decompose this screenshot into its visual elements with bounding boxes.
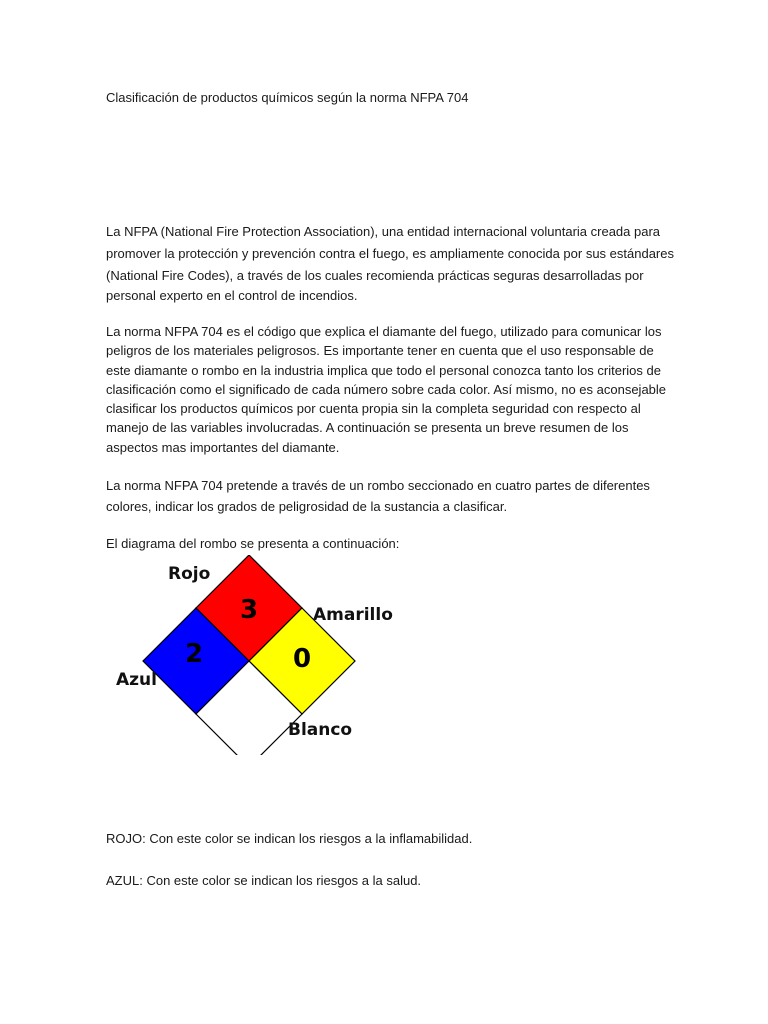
paragraph-line: colores, indicar los grados de peligrosidad de la sustancia a clasificar.: [106, 499, 508, 514]
diamond-blue-value: 2: [184, 639, 204, 669]
paragraph-line: La norma NFPA 704 es el código que explica el diamante del fuego, utilizado para comunicar los: [106, 324, 662, 339]
paragraph-line: clasificación como el significado de cada número sobre cada color. Así mismo, no es aconsejable: [106, 382, 667, 397]
diamond-label-blanco: Blanco: [288, 720, 353, 740]
paragraph-line: La norma NFPA 704 pretende a través de un rombo seccionado en cuatro partes de diferentes: [106, 478, 650, 493]
diagram-intro: El diagrama del rombo se presenta a continuación:: [106, 536, 400, 551]
paragraph-line: peligros de los materiales peligrosos. Es importante tener en cuenta que el uso responsable de: [106, 343, 654, 358]
diamond-red-value: 3: [239, 595, 259, 625]
paragraph-line: manejo de las variables involucradas. A continuación se presenta un breve resumen de los: [106, 420, 629, 435]
paragraph-line: La NFPA (National Fire Protection Association), una entidad internacional voluntaria creada para: [106, 224, 661, 239]
legend-azul: AZUL: Con este color se indican los riesgos a la salud.: [106, 873, 422, 888]
diamond-label-rojo: Rojo: [168, 564, 211, 584]
paragraph-line: (National Fire Codes), a través de los cuales recomienda prácticas seguras desarrolladas por: [106, 268, 644, 283]
diamond-label-azul: Azul: [116, 670, 157, 690]
nfpa-diamond-svg: [112, 555, 412, 755]
paragraph-line: clasificar los productos químicos por cuenta propia sin la completa seguridad con respecto al: [106, 401, 641, 416]
nfpa-diamond-figure: [112, 555, 412, 755]
paragraph-line: este diamante o rombo en la industria implica que todo el personal conozca tanto los criterios de: [106, 363, 661, 378]
paragraph-line: promover la protección y prevención contra el fuego, es ampliamente conocida por sus estándares: [106, 246, 674, 261]
diamond-label-amarillo: Amarillo: [313, 605, 393, 625]
document-title: Clasificación de productos químicos según la norma NFPA 704: [106, 90, 469, 105]
paragraph-line: personal experto en el control de incendios.: [106, 288, 358, 303]
paragraph-line: aspectos mas importantes del diamante.: [106, 440, 340, 455]
diamond-yellow-value: 0: [292, 644, 312, 674]
legend-rojo: ROJO: Con este color se indican los riesgos a la inflamabilidad.: [106, 831, 473, 846]
